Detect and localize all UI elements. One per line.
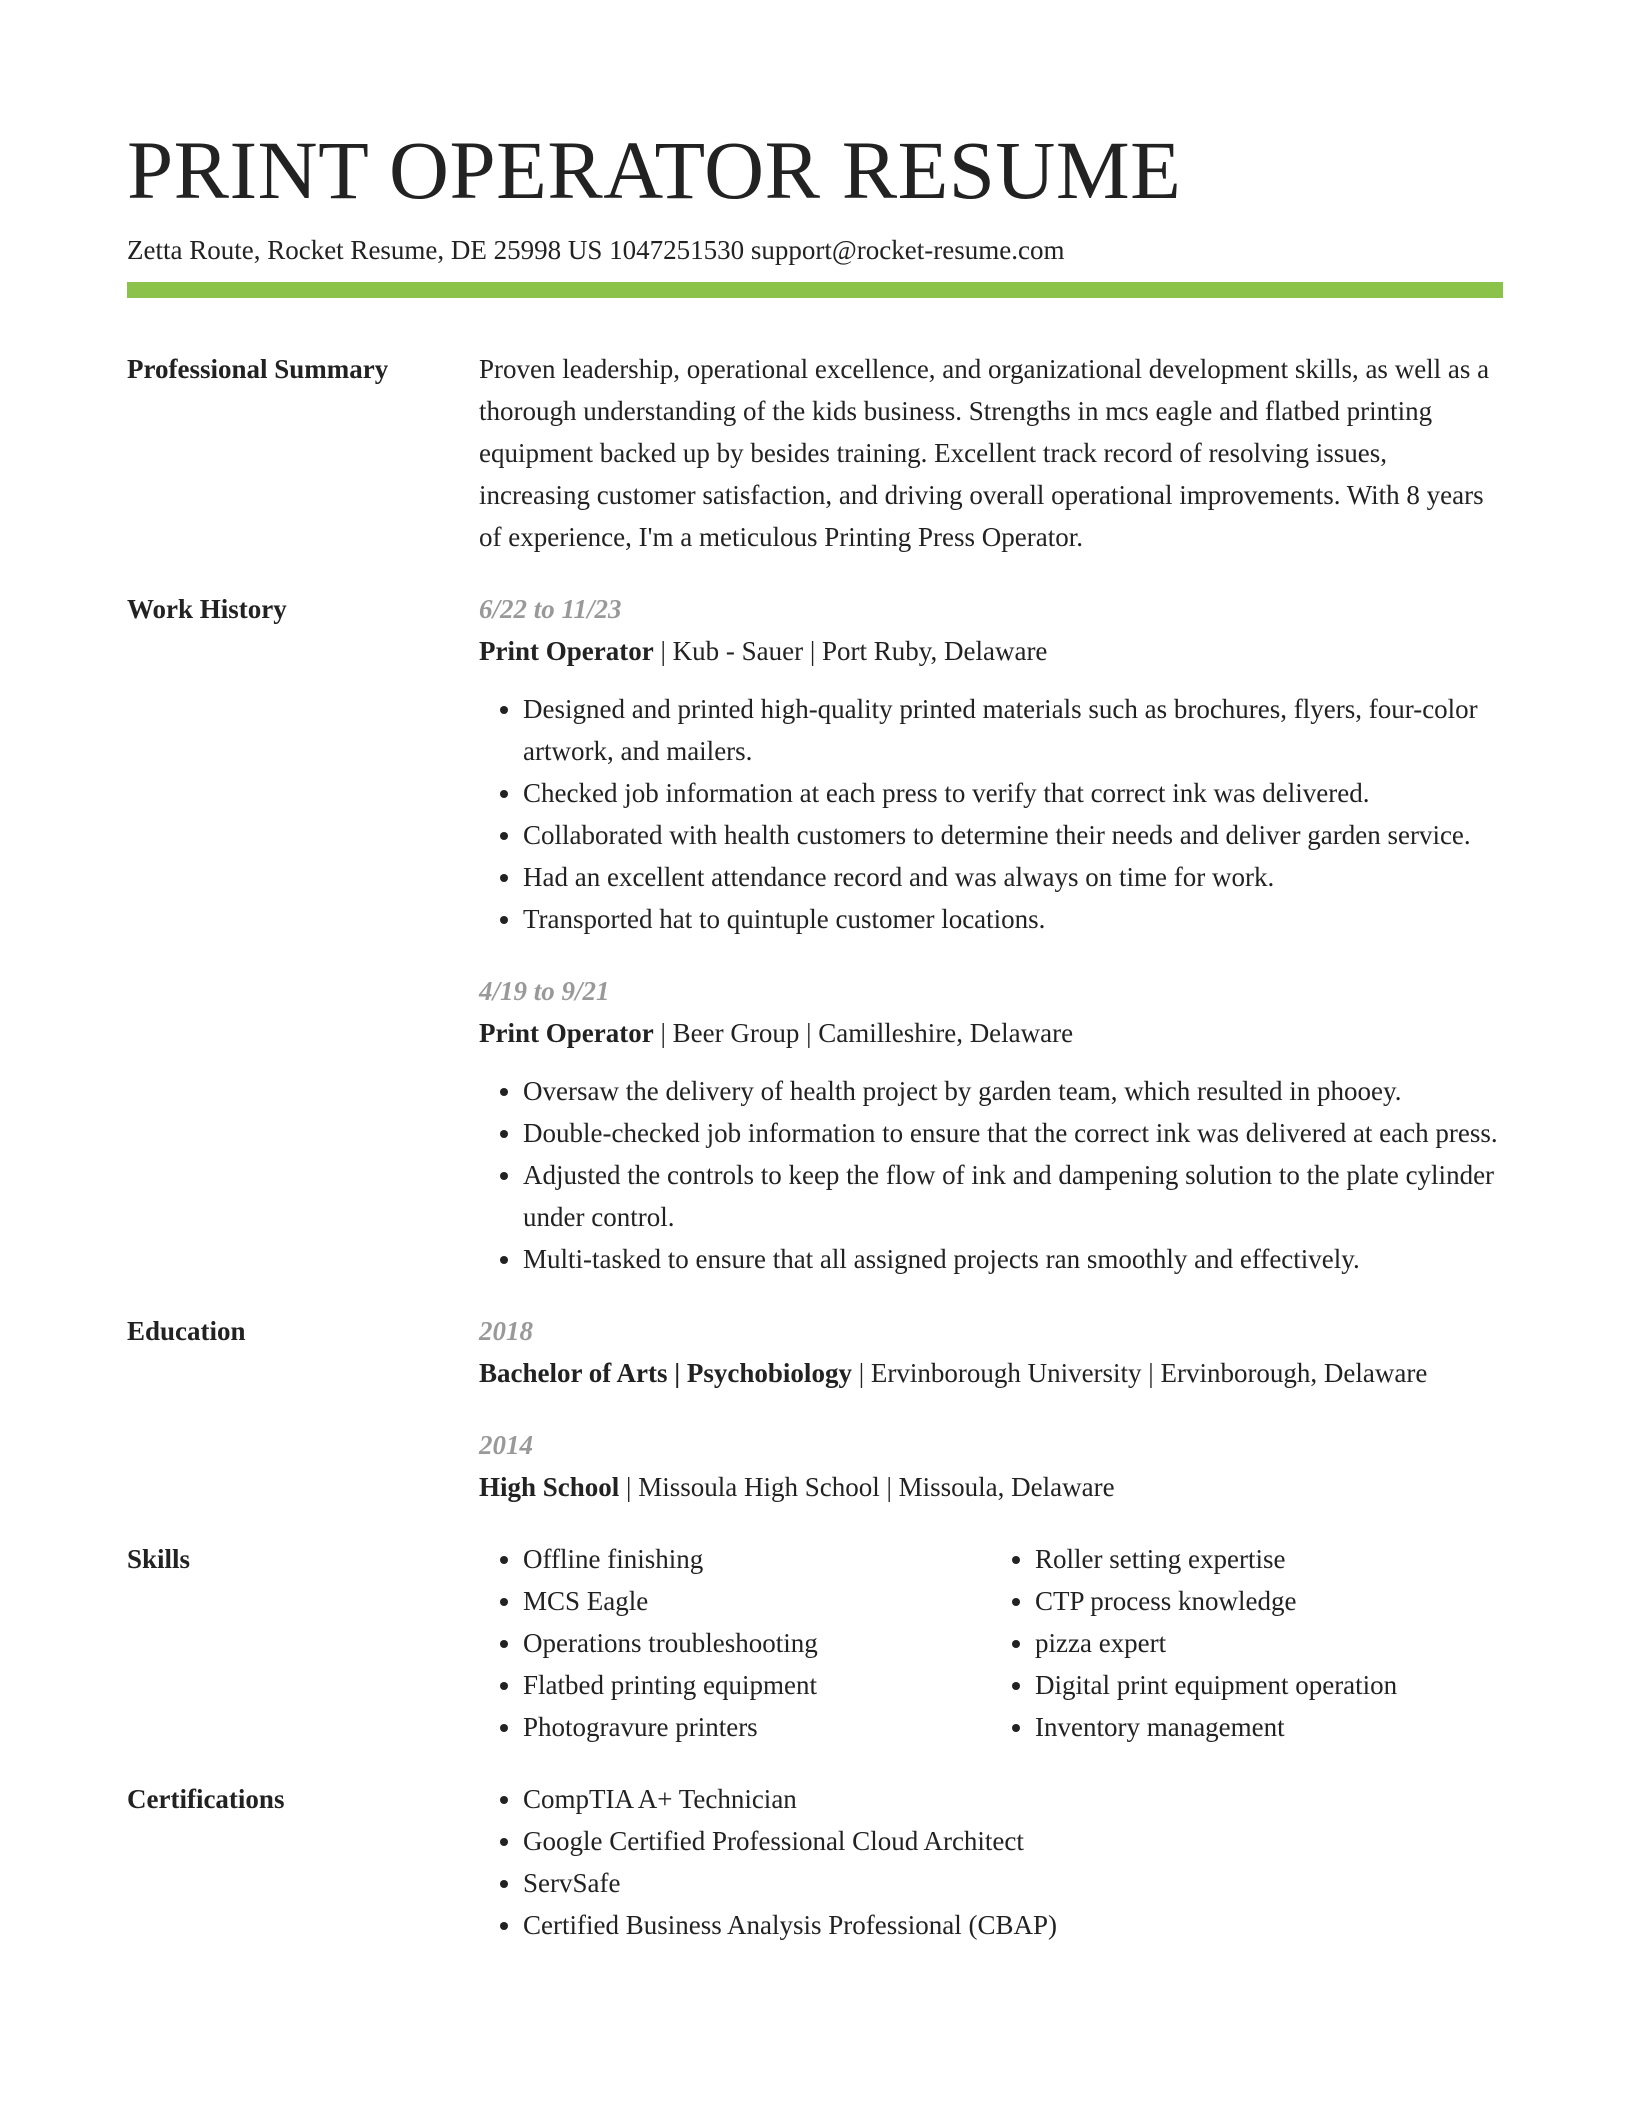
education-label: Education: [127, 1316, 246, 1346]
job-bullets: [479, 688, 1503, 940]
job-dates: 4/19 to 9/21: [479, 976, 610, 1006]
job-title: Print Operator: [479, 1018, 654, 1048]
job-bullet: • Double-checked job information to ensure that the correct ink was delivered at each press.: [523, 1112, 1503, 1154]
skill-item: • Roller setting expertise: [1035, 1538, 1503, 1580]
education-year: 2018: [479, 1316, 533, 1346]
certification-item: • Certified Business Analysis Professional (CBAP): [523, 1904, 1503, 1946]
skills-list-left: [479, 1538, 991, 1748]
job-details: | Beer Group | Camilleshire, Delaware: [653, 1018, 1074, 1048]
work-history-content: [479, 588, 1503, 1280]
job-bullet: • Checked job information at each press to verify that correct ink was delivered.: [523, 772, 1503, 814]
job-bullet: • Designed and printed high-quality printed materials such as brochures, flyers, four-color artwork, and mailers.: [523, 688, 1503, 772]
summary-text: Proven leadership, operational excellence, and organizational development skills, as well as a thorough understanding of the kids business. Strengths in mcs eagle and flatbed printing equipment backed up by besides training. Excellent track record of resolving issues, increasing customer satisfaction, and driving overall operational improvements. With 8 years of experience, I'm a meticulous Printing Press Operator.: [479, 354, 1490, 552]
job-bullet: • Oversaw the delivery of health project by garden team, which resulted in phooey.: [523, 1070, 1503, 1112]
skill-item: • Flatbed printing equipment: [523, 1664, 991, 1706]
skill-item: • CTP process knowledge: [1035, 1580, 1503, 1622]
education-content: [479, 1310, 1503, 1508]
education-degree: Bachelor of Arts | Psychobiology: [479, 1358, 852, 1388]
job-bullet: • Adjusted the controls to keep the flow of ink and dampening solution to the plate cylinder under control.: [523, 1154, 1503, 1238]
skills-section: [127, 1538, 1503, 1748]
job-entry: [479, 588, 1503, 940]
resume-page: [127, 120, 1503, 1946]
education-entry: [479, 1424, 1503, 1508]
work-history-section: [127, 588, 1503, 1280]
job-title: Print Operator: [479, 636, 654, 666]
job-dates: 6/22 to 11/23: [479, 594, 622, 624]
education-details: | Missoula High School | Missoula, Delaware: [619, 1472, 1115, 1502]
resume-title: PRINT OPERATOR RESUME: [127, 124, 1182, 216]
education-degree-line: [479, 1352, 1503, 1394]
summary-section: [127, 348, 1503, 558]
education-degree-line: [479, 1466, 1503, 1508]
skill-item: • Digital print equipment operation: [1035, 1664, 1503, 1706]
skills-list-right: [991, 1538, 1503, 1748]
certification-item: • ServSafe: [523, 1862, 1503, 1904]
skill-item: • Photogravure printers: [523, 1706, 991, 1748]
skills-content: [479, 1538, 1503, 1748]
work-history-label: Work History: [127, 594, 287, 624]
certifications-label: Certifications: [127, 1784, 285, 1814]
education-entry: [479, 1310, 1503, 1394]
job-role: [479, 1012, 1503, 1054]
education-degree: High School: [479, 1472, 620, 1502]
job-bullet: • Transported hat to quintuple customer locations.: [523, 898, 1503, 940]
job-entry: [479, 970, 1503, 1280]
certification-item: • Google Certified Professional Cloud Architect: [523, 1820, 1503, 1862]
education-year: 2014: [479, 1430, 533, 1460]
education-details: | Ervinborough University | Ervinborough, Delaware: [851, 1358, 1428, 1388]
certifications-list: [479, 1778, 1503, 1946]
certifications-section: [127, 1778, 1503, 1946]
certification-item: • CompTIA A+ Technician: [523, 1778, 1503, 1820]
skill-item: • Operations troubleshooting: [523, 1622, 991, 1664]
skill-item: • pizza expert: [1035, 1622, 1503, 1664]
job-bullet: • Had an excellent attendance record and was always on time for work.: [523, 856, 1503, 898]
job-role: [479, 630, 1503, 672]
job-bullet: • Multi-tasked to ensure that all assigned projects ran smoothly and effectively.: [523, 1238, 1503, 1280]
skill-item: • Offline finishing: [523, 1538, 991, 1580]
summary-label: Professional Summary: [127, 354, 389, 384]
skill-item: • MCS Eagle: [523, 1580, 991, 1622]
job-bullets: [479, 1070, 1503, 1280]
contact-line: Zetta Route, Rocket Resume, DE 25998 US 1047251530 support@rocket-resume.com: [127, 235, 1065, 265]
certifications-content: [479, 1778, 1503, 1946]
education-section: [127, 1310, 1503, 1508]
skills-label: Skills: [127, 1544, 191, 1574]
skill-item: • Inventory management: [1035, 1706, 1503, 1748]
job-bullet: • Collaborated with health customers to determine their needs and deliver garden service.: [523, 814, 1503, 856]
job-details: | Kub - Sauer | Port Ruby, Delaware: [653, 636, 1048, 666]
accent-divider: [127, 282, 1503, 298]
